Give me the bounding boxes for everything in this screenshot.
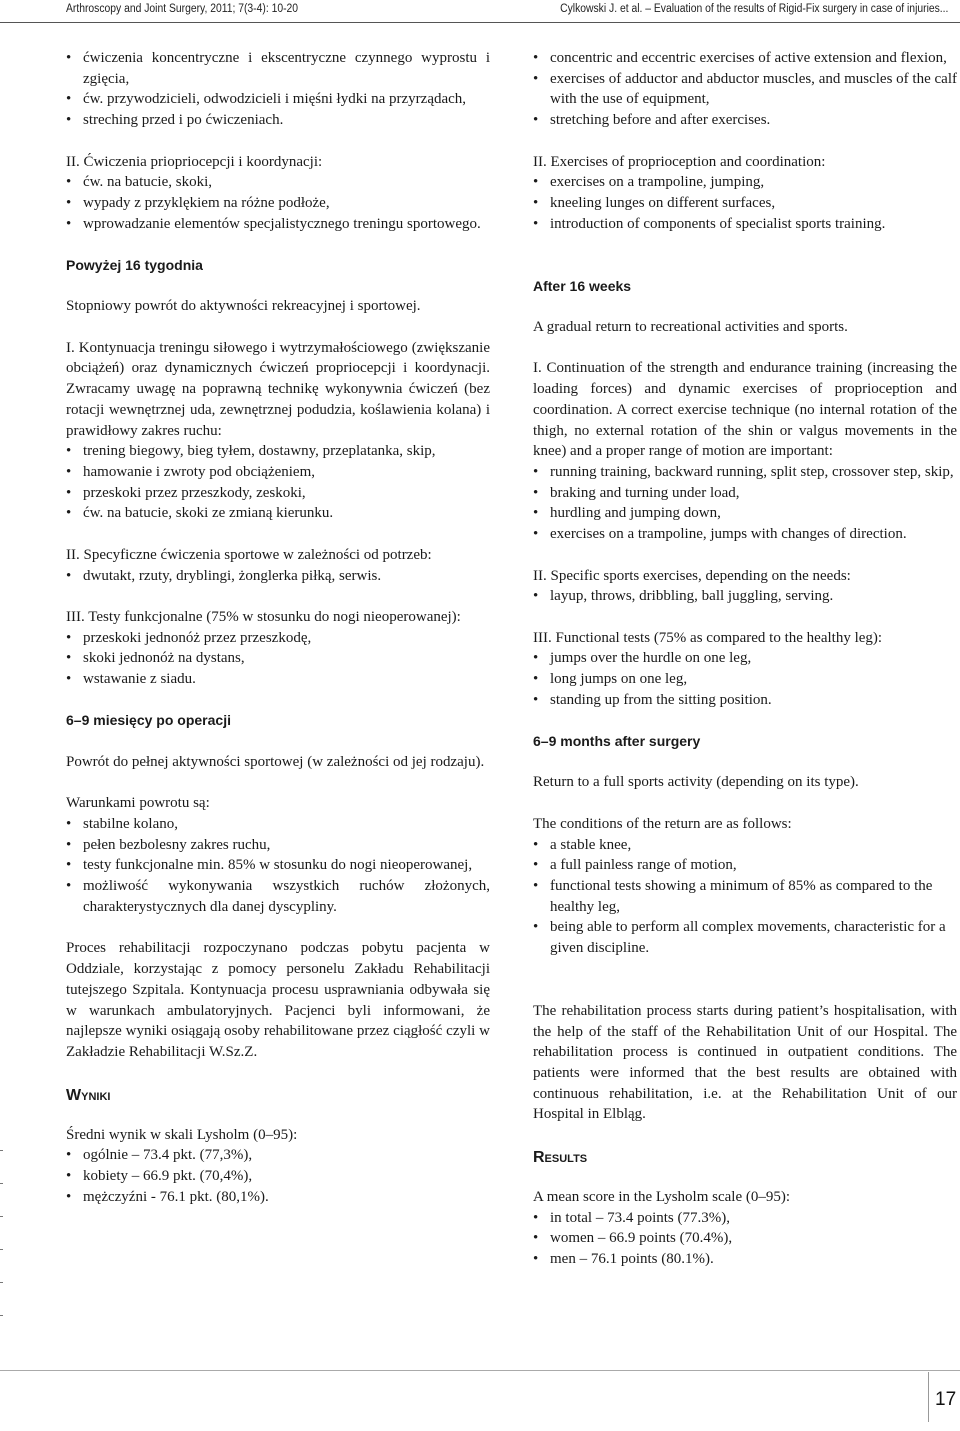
exercise-list bbox=[66, 172, 490, 234]
paragraph: Powrót do pełnej aktywności sportowej (w zależności od jej rodzaju). bbox=[66, 753, 485, 770]
paragraph: The rehabilitation process starts during patient’s hospitalisation, with the help of the staff of the Rehabilitation Unit of our Hospital. The rehabilitation process is continued in outpatient conditions. The patients were informed that the best results are obtained with continuous rehabilitation, i.e. at the Rehabilitation Unit of our Hospital in Elbląg. bbox=[533, 1002, 957, 1123]
list-item: • ogólnie – 73.4 pkt. (77,3%), bbox=[66, 1145, 490, 1166]
paragraph: I. Continuation of the strength and endurance training (increasing the loading forces) and dynamic exercises of proprioception and coordination. A correct exercise technique (no internal rotation of the thigh, no external rotation of the shin or valgus movements in the knee) and a proper range of motion are important: bbox=[533, 360, 957, 460]
list-item: • kobiety – 66.9 pkt. (70,4%), bbox=[66, 1166, 490, 1187]
list-item: • testy funkcjonalne min. 85% w stosunku do nogi nieoperowanej, bbox=[66, 855, 490, 876]
subheading: After 16 weeks bbox=[533, 277, 632, 294]
section-heading: Wyniki bbox=[66, 1086, 111, 1104]
list-item: • jumps over the hurdle on one leg, bbox=[533, 648, 957, 669]
list-item: • standing up from the sitting position. bbox=[533, 690, 957, 711]
list-item: • functional tests showing a minimum of 85% as compared to the healthy leg, bbox=[533, 876, 957, 917]
list-item: • przeskoki przez przeszkody, zeskoki, bbox=[66, 483, 490, 504]
list-item: • a full painless range of motion, bbox=[533, 855, 957, 876]
list-item: • stretching before and after exercises. bbox=[533, 110, 957, 131]
exercise-list bbox=[66, 628, 490, 690]
exercise-list bbox=[533, 462, 957, 545]
exercise-list bbox=[533, 648, 957, 710]
list-item: • layup, throws, dribbling, ball juggling, serving. bbox=[533, 586, 957, 607]
paragraph: Średni wynik w skali Lysholm (0–95): bbox=[66, 1126, 298, 1143]
folio-divider bbox=[928, 1372, 929, 1422]
subheading: 6–9 months after surgery bbox=[533, 733, 701, 750]
exercise-list bbox=[66, 814, 490, 918]
exercise-list bbox=[66, 566, 490, 587]
list-item: • running training, backward running, split step, crossover step, skip, bbox=[533, 462, 957, 483]
english-column bbox=[533, 48, 957, 1270]
list-item: • ćw. przywodzicieli, odwodzicieli i mięśni łydki na przyrządach, bbox=[66, 89, 490, 110]
journal-citation: Arthroscopy and Joint Surgery, 2011; 7(3-4): 10-20 bbox=[66, 3, 299, 15]
polish-column bbox=[66, 48, 490, 1207]
exercise-list bbox=[66, 48, 490, 131]
subheading: Powyżej 16 tygodnia bbox=[66, 257, 203, 273]
list-item: • możliwość wykonywania wszystkich ruchów złożonych, charakterystycznych dla danej dyscypliny. bbox=[66, 876, 490, 917]
results-list bbox=[66, 1145, 490, 1207]
paragraph: II. Specyficzne ćwiczenia sportowe w zależności od potrzeb: bbox=[66, 546, 432, 563]
list-item: • stabilne kolano, bbox=[66, 814, 490, 835]
paragraph: Warunkami powrotu są: bbox=[66, 795, 210, 812]
paragraph: II. Specific sports exercises, depending on the needs: bbox=[533, 567, 851, 584]
list-item: • being able to perform all complex movements, characteristic for a given discipline. bbox=[533, 917, 957, 958]
list-item: • braking and turning under load, bbox=[533, 483, 957, 504]
paragraph: I. Kontynuacja treningu siłowego i wytrzymałościowego (zwiększanie obciążeń) oraz dynamicznych ćwiczeń propriocepcji i koordynacji. Zwracamy uwagę na poprawną technikę wykonywnia ćwiczeń (bez rotacji wewnętrznej uda, zewnętrznej podudzia, koślawienia kolana) i prawidłowy zakres ruchu: bbox=[66, 339, 490, 439]
list-item: • pełen bezbolesny zakres ruchu, bbox=[66, 835, 490, 856]
exercise-list bbox=[533, 172, 957, 234]
list-item: • ćw. na batucie, skoki ze zmianą kierunku. bbox=[66, 503, 490, 524]
list-item: • a stable knee, bbox=[533, 835, 957, 856]
list-item: • concentric and eccentric exercises of active extension and flexion, bbox=[533, 48, 957, 69]
list-item: • introduction of components of specialist sports training. bbox=[533, 214, 957, 235]
list-item: • exercises of adductor and abductor muscles, and muscles of the calf with the use of equipment, bbox=[533, 69, 957, 110]
running-header bbox=[0, 0, 960, 23]
paragraph: Proces rehabilitacji rozpoczynano podczas pobytu pacjenta w Oddziale, korzystając z pomocy personelu Zakładu Rehabilitacji tutejszego Szpitala. Kontynuacja procesu usprawniania odbywała się w warunkach ambulatoryjnych. Pacjenci byli informowani, że najlepsze wyniki osiągają osoby rehabilitowane przez ciągłość czyli w Zakładzie Rehabilitacji W.Sz.Z. bbox=[66, 940, 490, 1060]
section-heading: Results bbox=[533, 1149, 588, 1167]
list-item: • wprowadzanie elementów specjalistycznego treningu sportowego. bbox=[66, 214, 490, 235]
subheading: 6–9 miesięcy po operacji bbox=[66, 712, 231, 729]
paragraph: A mean score in the Lysholm scale (0–95): bbox=[533, 1189, 791, 1206]
page-number: 17 bbox=[935, 1389, 957, 1410]
list-item: • ćw. na batucie, skoki, bbox=[66, 172, 490, 193]
list-item: • hamowanie i zwroty pod obciążeniem, bbox=[66, 462, 490, 483]
paragraph: III. Functional tests (75% as compared to the healthy leg): bbox=[533, 629, 883, 646]
paragraph: III. Testy funkcjonalne (75% w stosunku do nogi nieoperowanej): bbox=[66, 608, 461, 625]
paragraph: II. Ćwiczenia priopriocepcji i koordynacji: bbox=[66, 153, 323, 170]
list-item: • wstawanie z siadu. bbox=[66, 669, 490, 690]
list-item: • skoki jednonóż na dystans, bbox=[66, 648, 490, 669]
list-item: • mężczyźni - 76.1 pkt. (80,1%). bbox=[66, 1187, 490, 1208]
article-running-title: Cylkowski J. et al. – Evaluation of the results of Rigid-Fix surgery in case of injuries... bbox=[559, 3, 948, 15]
paragraph: II. Exercises of proprioception and coordination: bbox=[533, 153, 826, 170]
list-item: • exercises on a trampoline, jumping, bbox=[533, 172, 957, 193]
list-item: • hurdling and jumping down, bbox=[533, 503, 957, 524]
list-item: • exercises on a trampoline, jumps with changes of direction. bbox=[533, 524, 957, 545]
list-item: • women – 66.9 points (70.4%), bbox=[533, 1228, 957, 1249]
list-item: • ćwiczenia koncentryczne i ekscentryczne czynnego wyprostu i zgięcia, bbox=[66, 48, 490, 89]
list-item: • trening biegowy, bieg tyłem, dostawny, przeplatanka, skip, bbox=[66, 441, 490, 462]
list-item: • kneeling lunges on different surfaces, bbox=[533, 193, 957, 214]
list-item: • przeskoki jednonóż przez przeszkodę, bbox=[66, 628, 490, 649]
list-item: • men – 76.1 points (80.1%). bbox=[533, 1249, 957, 1270]
list-item: • long jumps on one leg, bbox=[533, 669, 957, 690]
list-item: • in total – 73.4 points (77.3%), bbox=[533, 1208, 957, 1229]
results-list bbox=[533, 1208, 957, 1270]
paragraph: Stopniowy powrót do aktywności rekreacyjnej i sportowej. bbox=[66, 298, 421, 315]
exercise-list bbox=[533, 48, 957, 131]
exercise-list bbox=[533, 835, 957, 959]
list-item: • dwutakt, rzuty, dryblingi, żonglerka piłką, serwis. bbox=[66, 566, 490, 587]
paragraph: The conditions of the return are as follows: bbox=[533, 815, 792, 832]
list-item: • streching przed i po ćwiczeniach. bbox=[66, 110, 490, 131]
paragraph: A gradual return to recreational activities and sports. bbox=[533, 319, 848, 336]
exercise-list bbox=[533, 586, 957, 607]
paragraph: Return to a full sports activity (depending on its type). bbox=[533, 774, 859, 791]
footer-rule bbox=[0, 1370, 960, 1371]
list-item: • wypady z przyklękiem na różne podłoże, bbox=[66, 193, 490, 214]
exercise-list bbox=[66, 441, 490, 524]
margin-ticks bbox=[0, 1150, 3, 1348]
